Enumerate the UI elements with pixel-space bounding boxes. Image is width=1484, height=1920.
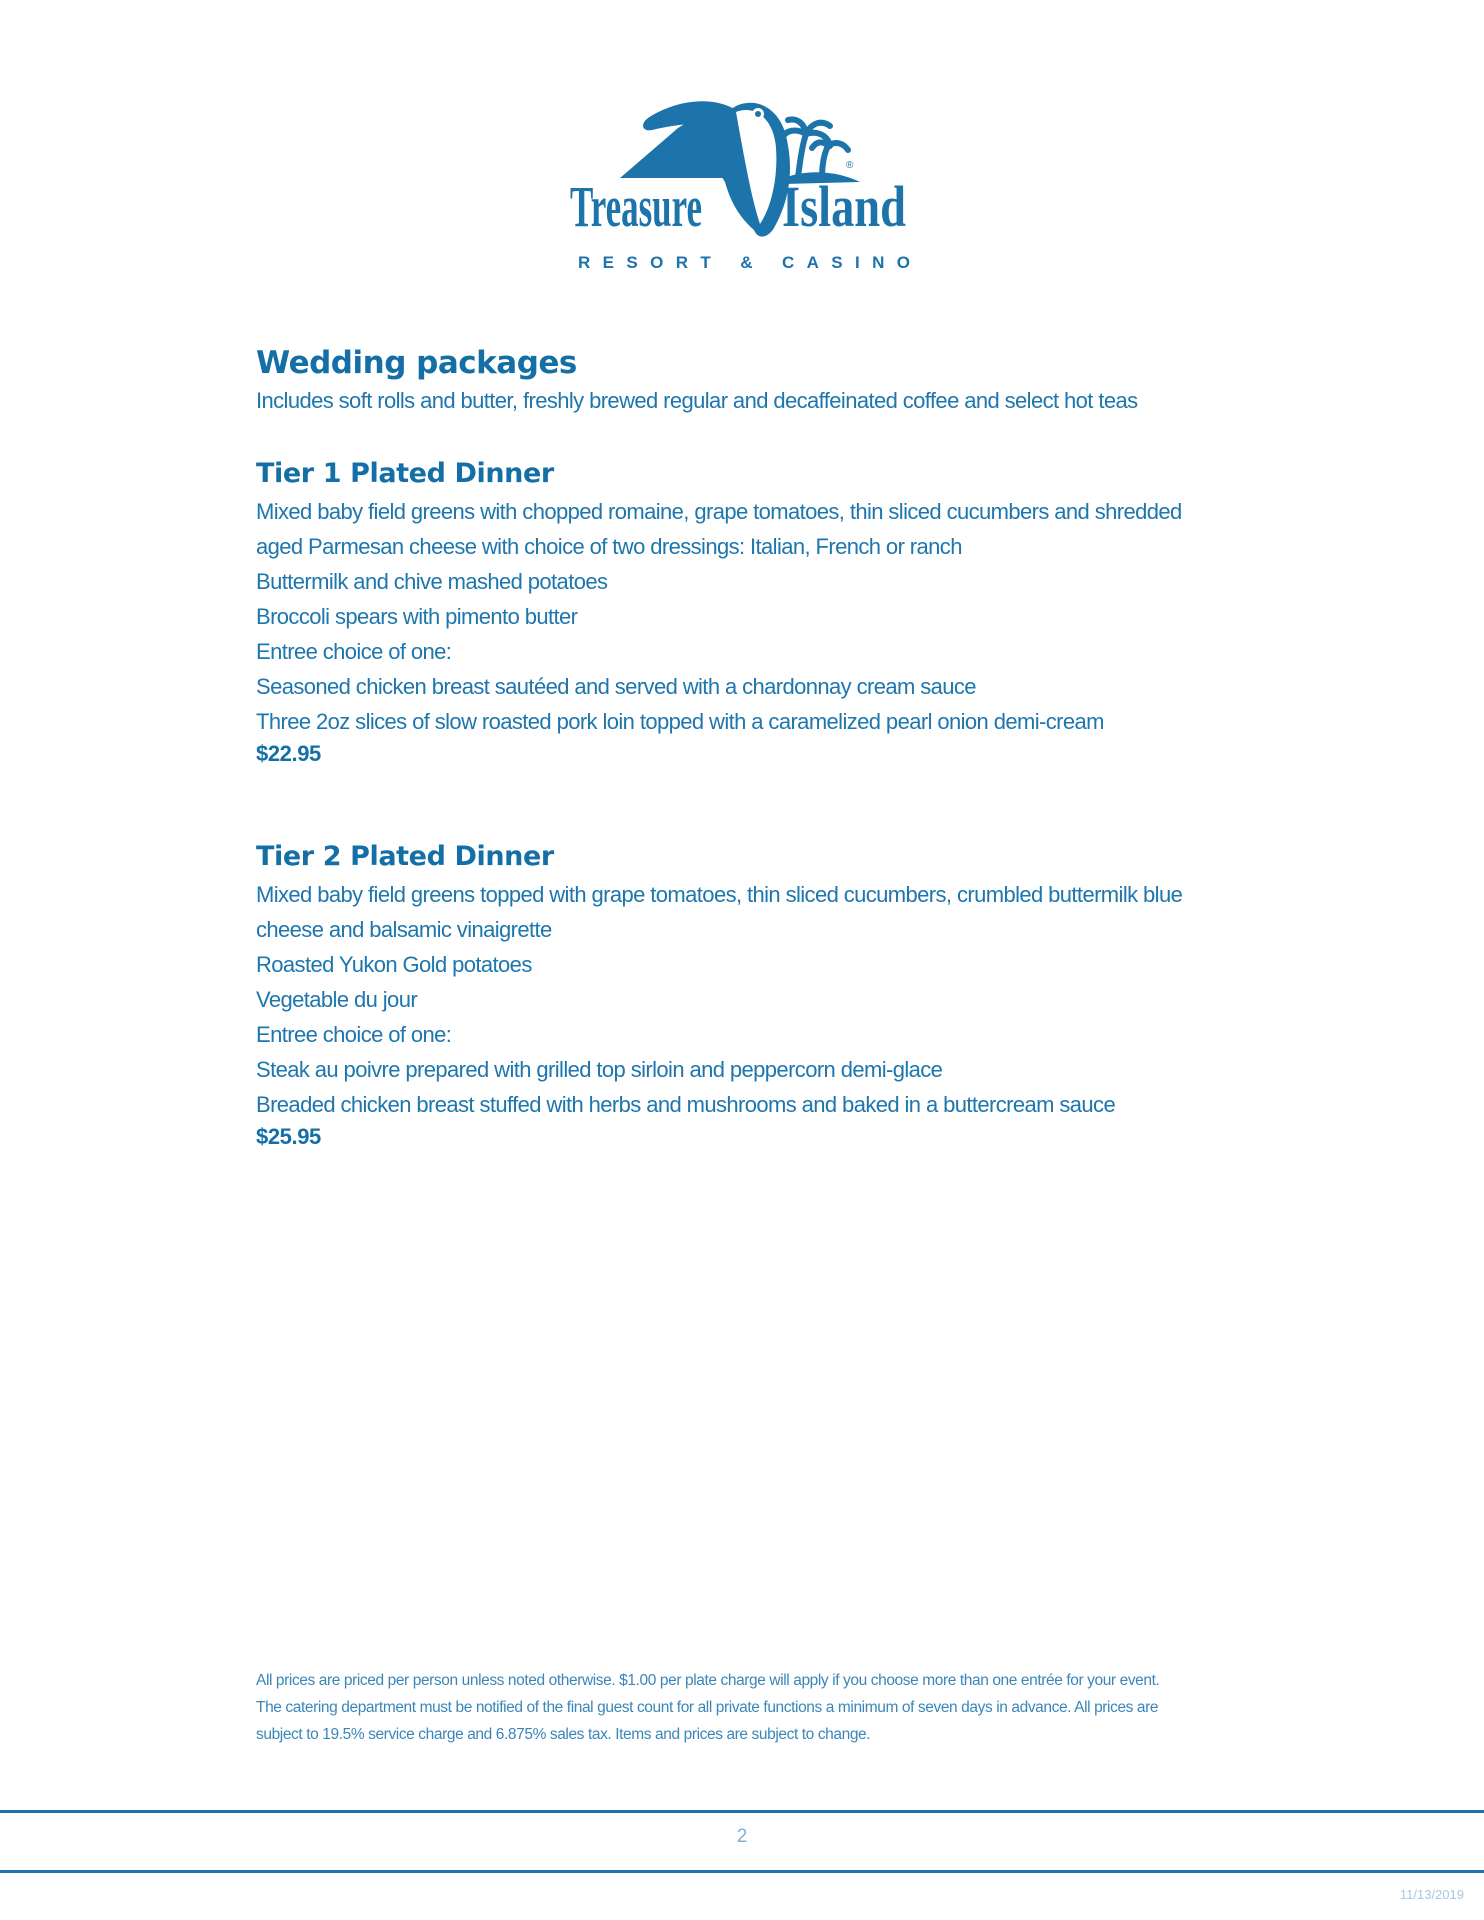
page-title: Wedding packages: [256, 345, 577, 381]
footnote-line: All prices are priced per person unless noted otherwise. $1.00 per plate charge will apply if you choose more than one entrée for your event.: [256, 1672, 1160, 1689]
tier-2-item: Mixed baby field greens topped with grape tomatoes, thin sliced cucumbers, crumbled buttermilk blue: [256, 882, 1183, 907]
tier-1-section: [256, 456, 1256, 769]
document-date: 11/13/2019: [1399, 1887, 1464, 1902]
tier-1-item: Mixed baby field greens with chopped romaine, grape tomatoes, thin sliced cucumbers and shredded: [256, 499, 1182, 524]
tier-2-item: Vegetable du jour: [256, 987, 418, 1012]
brand-tagline: RESORT & CASINO: [578, 253, 910, 272]
page-number: 2: [736, 1826, 748, 1847]
pricing-footnote: [256, 1667, 1276, 1748]
tier-2-section: [256, 839, 1256, 1152]
footer-top-divider: [0, 1810, 1484, 1813]
tier-2-item: Breaded chicken breast stuffed with herbs and mushrooms and baked in a buttercream sauce: [256, 1092, 1116, 1117]
footer-bottom-divider: [0, 1870, 1484, 1873]
palm-tree-icon: [782, 120, 848, 178]
tier-1-item: Three 2oz slices of slow roasted pork loin topped with a caramelized pearl onion demi-cream: [256, 709, 1104, 734]
tier-1-item: Seasoned chicken breast sautéed and served with a chardonnay cream sauce: [256, 674, 976, 699]
footnote-line: subject to 19.5% service charge and 6.875% sales tax. Items and prices are subject to change.: [256, 1726, 871, 1743]
tier-2-title: Tier 2 Plated Dinner: [256, 841, 554, 872]
tier-2-item: Steak au poivre prepared with grilled top sirloin and peppercorn demi-glace: [256, 1057, 943, 1082]
tier-1-price: $22.95: [256, 741, 321, 766]
brand-name-left: Treasure: [570, 174, 702, 239]
tier-2-item: Roasted Yukon Gold potatoes: [256, 952, 532, 977]
tier-1-item: Broccoli spears with pimento butter: [256, 604, 578, 629]
menu-content: [256, 342, 1256, 1152]
treasure-island-logo: [560, 50, 940, 280]
brand-name-right: Island: [782, 174, 906, 239]
page-subtitle: Includes soft rolls and butter, freshly brewed regular and decaffeinated coffee and select hot teas: [256, 388, 1138, 413]
tier-1-item: aged Parmesan cheese with choice of two dressings: Italian, French or ranch: [256, 534, 962, 559]
registered-mark: ®: [846, 160, 854, 171]
footnote-line: The catering department must be notified of the final guest count for all private functions a minimum of seven days in advance. All prices are: [256, 1699, 1159, 1716]
tier-1-item: Buttermilk and chive mashed potatoes: [256, 569, 608, 594]
tier-1-title: Tier 1 Plated Dinner: [256, 458, 554, 489]
tier-1-item: Entree choice of one:: [256, 639, 452, 664]
tier-2-price: $25.95: [256, 1124, 321, 1149]
tier-2-item: Entree choice of one:: [256, 1022, 452, 1047]
tier-2-item: cheese and balsamic vinaigrette: [256, 917, 552, 942]
